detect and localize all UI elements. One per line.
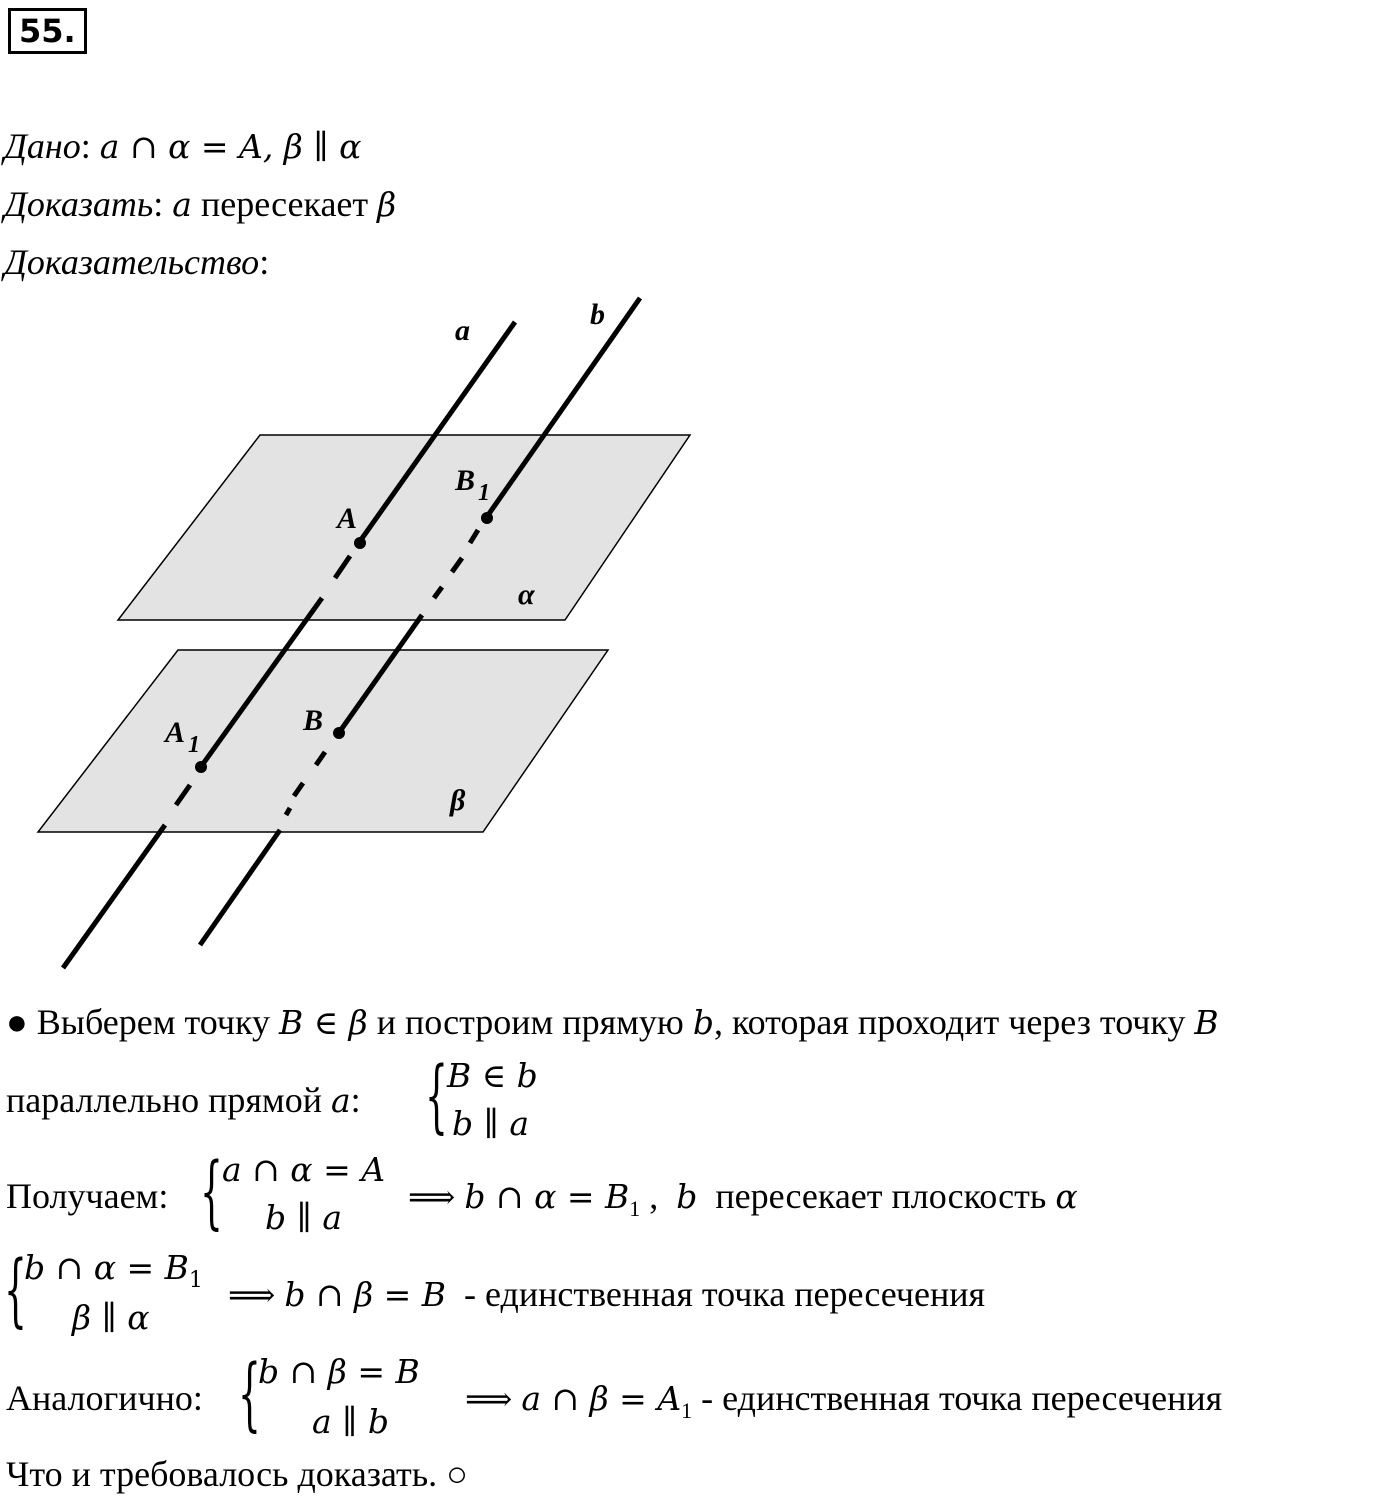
problem-number: 55. [8,8,87,54]
step4-implies: ⟹ [465,1379,513,1418]
step4-sys2: a ∥ b [312,1402,390,1441]
step1-line1 [6,1000,1219,1045]
label-plane-beta: β [450,784,466,817]
step3-result [228,1272,985,1317]
label-point-A1: A [165,716,186,749]
step1-math1: B ∈ β [278,1003,368,1042]
prove-text: пересекает [200,184,369,224]
step2-implies: ⟹ [408,1177,456,1216]
brace-3: { [4,1243,27,1336]
prove-target: β [377,185,397,224]
step1-line2 [6,1078,361,1123]
step2-label: Получаем: [6,1176,169,1216]
point-A-dot [354,537,366,549]
step4-res: a ∩ β = A [521,1379,682,1418]
step4-label: Аналогично: [6,1378,203,1418]
step2-sys1: a ∩ α = A [222,1150,386,1189]
step4-sys1: b ∩ β = B [258,1352,420,1391]
given-expr: a ∩ α = A, β ∥ α [99,127,362,166]
step4-res-sub: 1 [681,1398,693,1423]
step1-text1: Выберем точку [36,1002,270,1042]
step3-sys1-text: b ∩ α = B [24,1248,189,1287]
step2-math2: α [1055,1177,1078,1216]
step2-comma: , [649,1176,659,1216]
prove-sep: : [153,184,164,224]
point-B1-dot [481,512,493,524]
step2-math: b [676,1177,698,1216]
step1-math2: b [692,1003,714,1042]
line-b-hidden-6 [286,808,290,815]
label-plane-alpha: α [518,578,535,611]
step3-sys2: β ∥ α [72,1298,150,1337]
brace-1: { [425,1049,448,1142]
given-label: Дано [4,126,81,166]
label-point-A1-sub: 1 [188,732,200,758]
step1-sys2: b ∥ a [452,1104,530,1143]
step1-text3: , которая проходит через точку [713,1002,1186,1042]
proof-label: Доказательство [4,242,260,282]
step4-result [465,1376,1222,1425]
step1-math3: B [1194,1003,1219,1042]
qed-mark: ○ [446,1454,468,1494]
step2-res-sub: 1 [629,1196,641,1221]
given-sep: : [80,126,91,166]
conclusion-text: Что и требовалось доказать. [6,1454,438,1494]
brace-2: { [200,1145,223,1238]
point-A1-dot [195,761,207,773]
plane-beta [38,650,608,832]
step1-text2: и построим прямую [376,1002,684,1042]
step3-sys1 [24,1248,203,1293]
step1-text5: : [350,1080,361,1120]
line-b-bottom [200,830,280,945]
step3-sys1-sub: 1 [188,1268,203,1293]
label-point-B: B [303,704,324,737]
prove-var: a [172,185,192,224]
step1-math4: a [330,1081,351,1120]
prove-label: Доказать [4,184,154,224]
plane-alpha [118,435,690,620]
label-point-A: A [337,502,358,535]
label-point-B1: B [455,464,476,497]
brace-4: { [238,1347,261,1440]
label-line-b: b [590,298,605,331]
step2-result [408,1174,1078,1223]
step3-res: b ∩ β = B [284,1275,447,1314]
step4-text: - единственная точка пересечения [701,1378,1223,1418]
step3-implies: ⟹ [228,1275,276,1314]
point-B-dot [333,727,345,739]
line-a-bottom [63,825,165,968]
step2-res: b ∩ α = B [464,1177,630,1216]
step1-text4: параллельно прямой [6,1080,322,1120]
label-point-B1-sub: 1 [478,480,490,506]
bullet: ● [6,1002,28,1042]
step2-text: пересекает плоскость [715,1176,1047,1216]
step2-sys2: b ∥ a [265,1198,343,1237]
conclusion-line [6,1452,468,1496]
label-line-a: a [455,314,470,347]
step3-text: - единственная точка пересечения [464,1274,986,1314]
proof-sep: : [259,242,270,282]
step1-sys1: B ∈ b [447,1056,538,1095]
